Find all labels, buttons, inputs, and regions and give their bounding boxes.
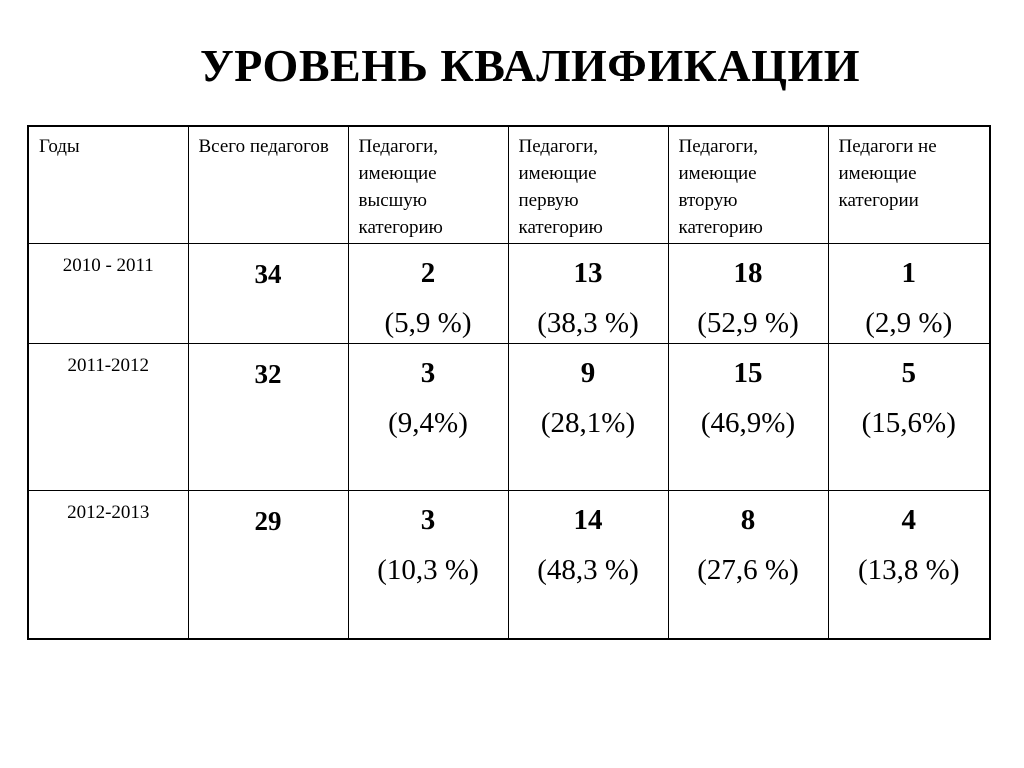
header-second-category: Педагоги, имеющие вторую категорию [678, 136, 763, 238]
total-cell [188, 244, 348, 344]
category-percent: (48,3 %) [537, 554, 639, 586]
category-percent: (5,9 %) [384, 307, 472, 339]
header-highest-category: Педагоги, имеющие высшую категорию [358, 136, 443, 238]
category-cell [828, 244, 990, 344]
category-cell [348, 244, 508, 344]
header-cell-none [828, 126, 990, 244]
total-cell [188, 344, 348, 491]
category-count: 9 [580, 357, 596, 389]
header-total-teachers: Всего педагогов [198, 136, 329, 157]
category-cell [508, 344, 668, 491]
header-cell-second [668, 126, 828, 244]
header-row [28, 126, 990, 244]
category-percent: (2,9 %) [865, 307, 953, 339]
year-label: 2011-2012 [67, 355, 150, 376]
header-cell-highest [348, 126, 508, 244]
header-cell-years [28, 126, 188, 244]
category-cell [668, 344, 828, 491]
header-first-category: Педагоги, имеющие первую категорию [518, 136, 603, 238]
category-count: 2 [420, 257, 436, 289]
category-cell [348, 491, 508, 639]
category-cell [668, 491, 828, 639]
category-cell [668, 244, 828, 344]
category-cell [828, 491, 990, 639]
table-row [28, 344, 990, 491]
year-cell [28, 244, 188, 344]
header-cell-total [188, 126, 348, 244]
category-percent: (46,9%) [700, 407, 796, 439]
category-count: 1 [901, 257, 916, 289]
table-row [28, 244, 990, 344]
total-cell [188, 491, 348, 639]
category-percent: (52,9 %) [697, 307, 799, 339]
category-cell [828, 344, 990, 491]
page-title: УРОВЕНЬ КВАЛИФИКАЦИИ [199, 40, 861, 91]
category-percent: (15,6%) [861, 407, 956, 439]
category-percent: (13,8 %) [858, 554, 960, 586]
category-cell [348, 344, 508, 491]
year-cell [28, 491, 188, 639]
total-count: 34 [254, 259, 282, 289]
category-count: 5 [901, 357, 916, 389]
qualification-table [27, 125, 991, 640]
category-percent: (38,3 %) [537, 307, 639, 339]
category-count: 3 [420, 357, 436, 389]
category-count: 3 [420, 504, 436, 536]
category-count: 4 [901, 504, 916, 536]
category-count: 15 [733, 357, 763, 389]
category-count: 14 [573, 504, 603, 536]
header-cell-first [508, 126, 668, 244]
header-years: Годы [39, 136, 80, 157]
category-count: 18 [733, 257, 763, 289]
category-percent: (10,3 %) [377, 554, 479, 586]
category-count: 8 [740, 504, 756, 536]
header-no-category: Педагоги не имеющие категории [838, 136, 937, 211]
total-count: 32 [254, 359, 282, 389]
category-cell [508, 244, 668, 344]
year-cell [28, 344, 188, 491]
category-percent: (28,1%) [540, 407, 636, 439]
year-label: 2012-2013 [67, 502, 150, 523]
category-cell [508, 491, 668, 639]
category-count: 13 [573, 257, 603, 289]
year-label: 2010 - 2011 [62, 255, 154, 276]
total-count: 29 [254, 506, 282, 536]
category-percent: (9,4%) [388, 407, 468, 439]
category-percent: (27,6 %) [697, 554, 799, 586]
table-row [28, 491, 990, 639]
